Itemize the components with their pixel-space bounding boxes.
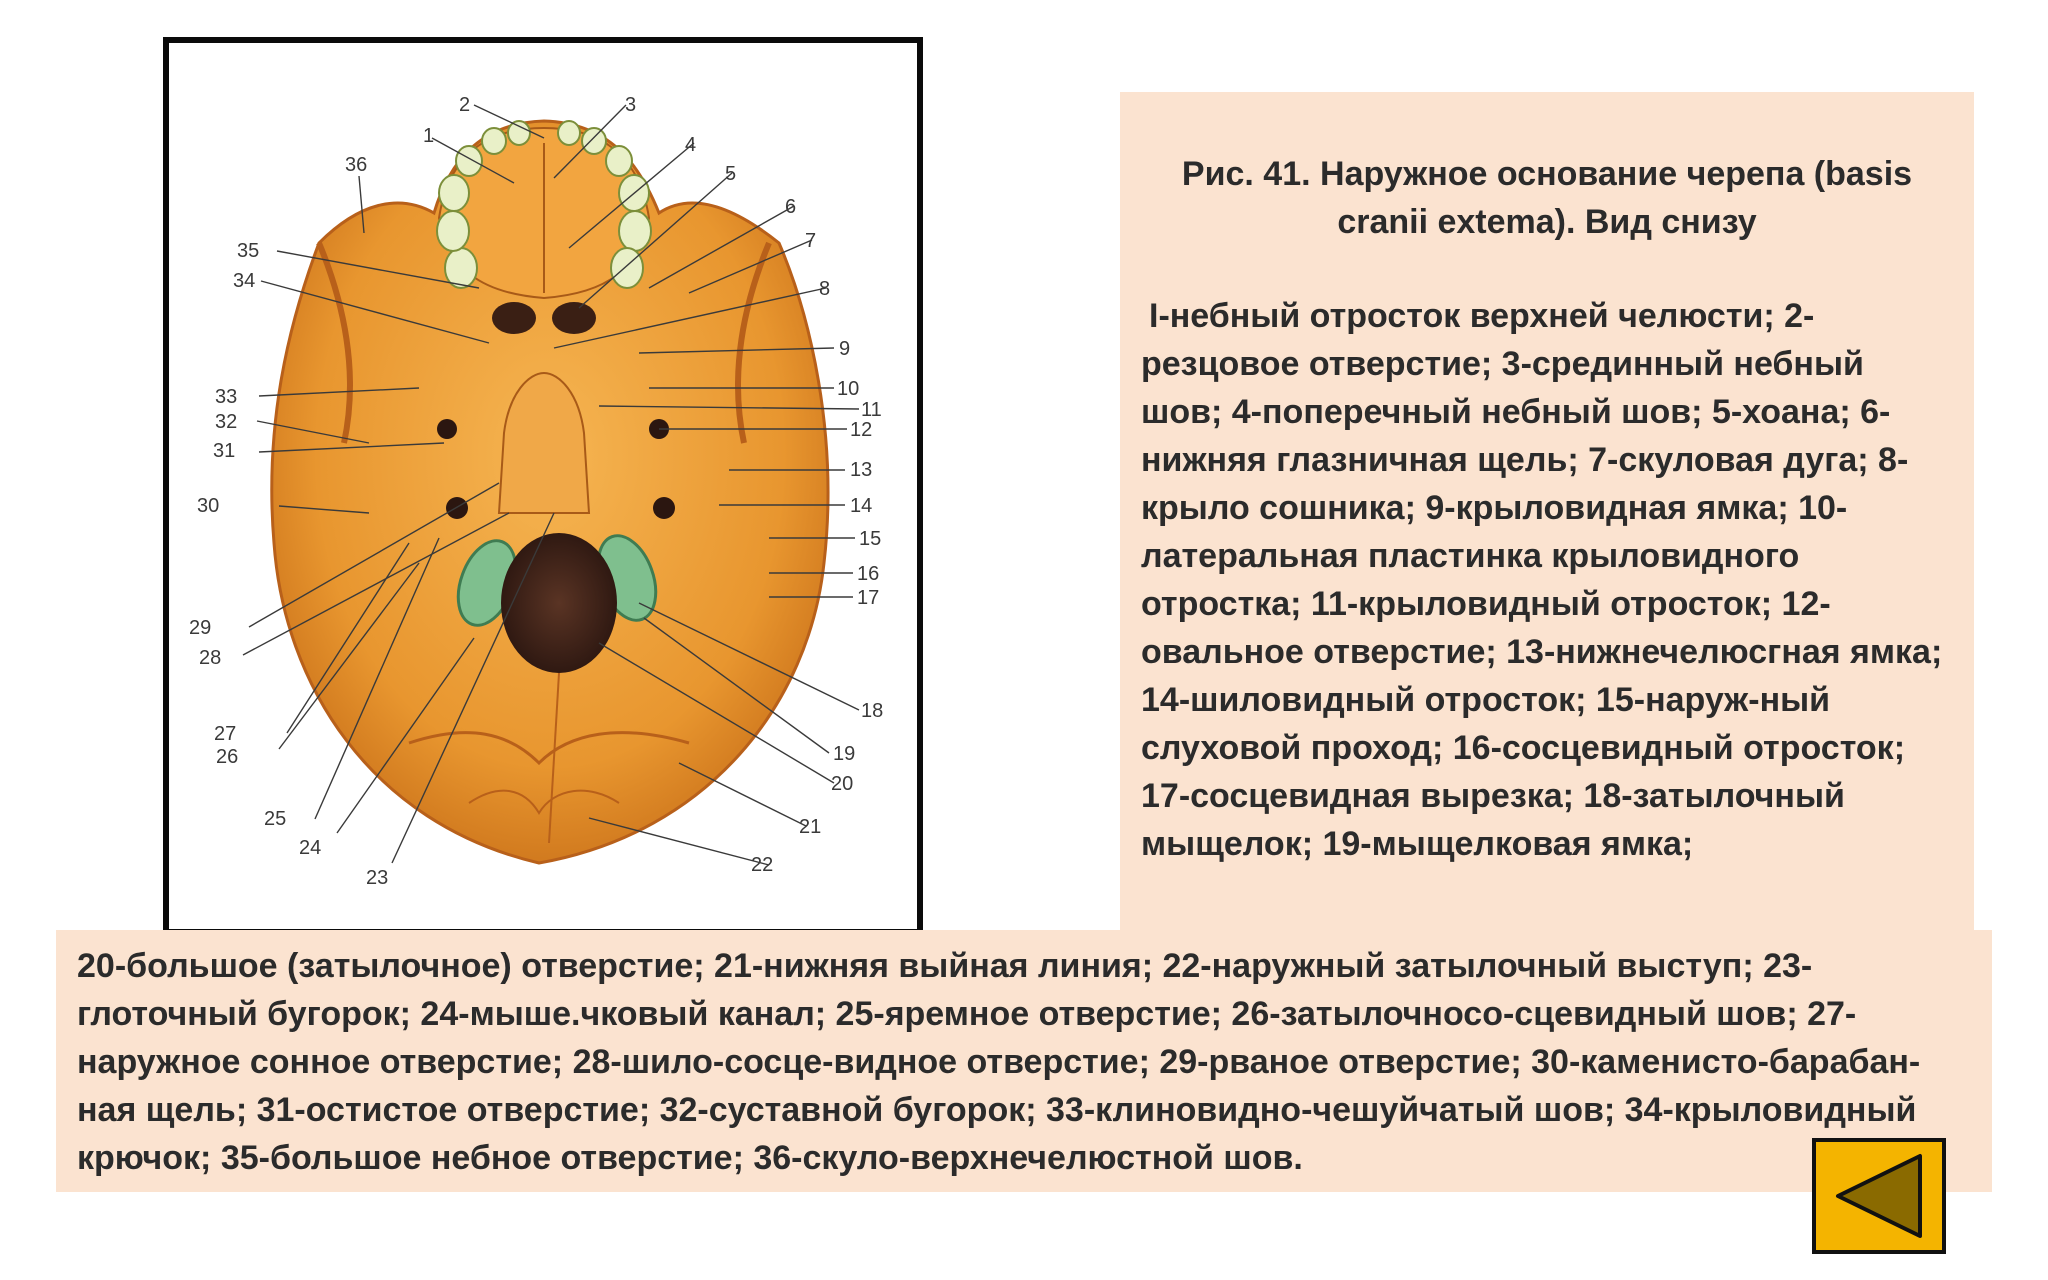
figure-legend-part-2: 20-большое (затылочное) отверстие; 21-нижняя выйная линия; 22-наружный затылочный выступ; 23-глоточный бугорок; 24-мыше.чковый канал; 25-яремное отверстие; 26-затылочносо-сцевидный шов; 27-наружное сонное отверстие; 28-шило-сосце-видное отверстие; 29-рваное отверстие; 30-каменисто-барабан-ная щель; 31-остистое отверстие; 32-суставной бугорок; 33-клиновидно-чешуйчатый шов; 34-крыловидный крючок; 35-большое небное отверстие; 36-скуло-верхнечелюстной шов. <box>77 947 1921 1177</box>
label-13: 13 <box>850 459 873 481</box>
foramen-left <box>437 419 457 439</box>
label-26: 26 <box>216 746 239 768</box>
label-10: 10 <box>837 378 860 400</box>
caption-panel <box>1120 92 1974 932</box>
choana-right <box>552 302 596 334</box>
label-27: 27 <box>214 723 237 745</box>
label-31: 31 <box>213 440 236 462</box>
label-18: 18 <box>861 700 884 722</box>
label-8: 8 <box>819 278 831 300</box>
back-button[interactable] <box>1812 1138 1946 1254</box>
label-14: 14 <box>850 495 873 517</box>
label-11: 11 <box>861 399 882 421</box>
skull-base-figure <box>163 37 923 935</box>
foramen-right-2 <box>653 497 675 519</box>
figure-legend-part-1: I-небный отросток верхней челюсти; 2-резцовое отверстие; 3-срединный небный шов; 4-поперечный небный шов; 5-хоана; 6-нижняя глазничная щель; 7-скуловая дуга; 8-крыло сошника; 9-крыловидная ямка; 10-латеральная пластинка крыловидного отростка; 11-крыловидный отросток; 12-овальное отверстие; 13-нижнечелюсгная ямка; 14-шиловидный отросток; 15-наруж-ный слуховой проход; 16-сосцевидный отросток; 17-сосцевидная вырезка; 18-затылочный мыщелок; 19-мыщелковая ямка; <box>1141 297 1943 863</box>
foramen-left-2 <box>446 497 468 519</box>
legend-panel-bottom <box>56 930 1992 1192</box>
label-4: 4 <box>685 134 697 156</box>
label-34: 34 <box>233 270 256 292</box>
label-36: 36 <box>345 154 368 176</box>
label-3: 3 <box>625 94 637 116</box>
label-5: 5 <box>725 163 737 185</box>
skull-illustration <box>169 43 917 929</box>
label-22: 22 <box>751 854 774 876</box>
label-7: 7 <box>805 230 817 252</box>
label-15: 15 <box>859 528 882 550</box>
label-29: 29 <box>189 617 212 639</box>
label-35: 35 <box>237 240 260 262</box>
label-20: 20 <box>831 773 854 795</box>
label-25: 25 <box>264 808 287 830</box>
label-6: 6 <box>785 196 797 218</box>
label-2: 2 <box>459 94 471 116</box>
label-9: 9 <box>839 338 851 360</box>
triangle-left-icon <box>1816 1142 1942 1250</box>
label-33: 33 <box>215 386 238 408</box>
label-32: 32 <box>215 411 238 433</box>
choana-left <box>492 302 536 334</box>
label-16: 16 <box>857 563 880 585</box>
label-1: 1 <box>423 125 435 147</box>
label-30: 30 <box>197 495 220 517</box>
label-24: 24 <box>299 837 322 859</box>
label-21: 21 <box>799 816 822 838</box>
figure-caption-title: Рис. 41. Наружное основание черепа (basis cranii extema). Вид снизу <box>1181 155 1913 241</box>
label-23: 23 <box>366 867 389 889</box>
foramen-magnum <box>501 533 617 673</box>
label-28: 28 <box>199 647 222 669</box>
label-19: 19 <box>833 743 856 765</box>
label-17: 17 <box>857 587 880 609</box>
label-12: 12 <box>850 419 873 441</box>
